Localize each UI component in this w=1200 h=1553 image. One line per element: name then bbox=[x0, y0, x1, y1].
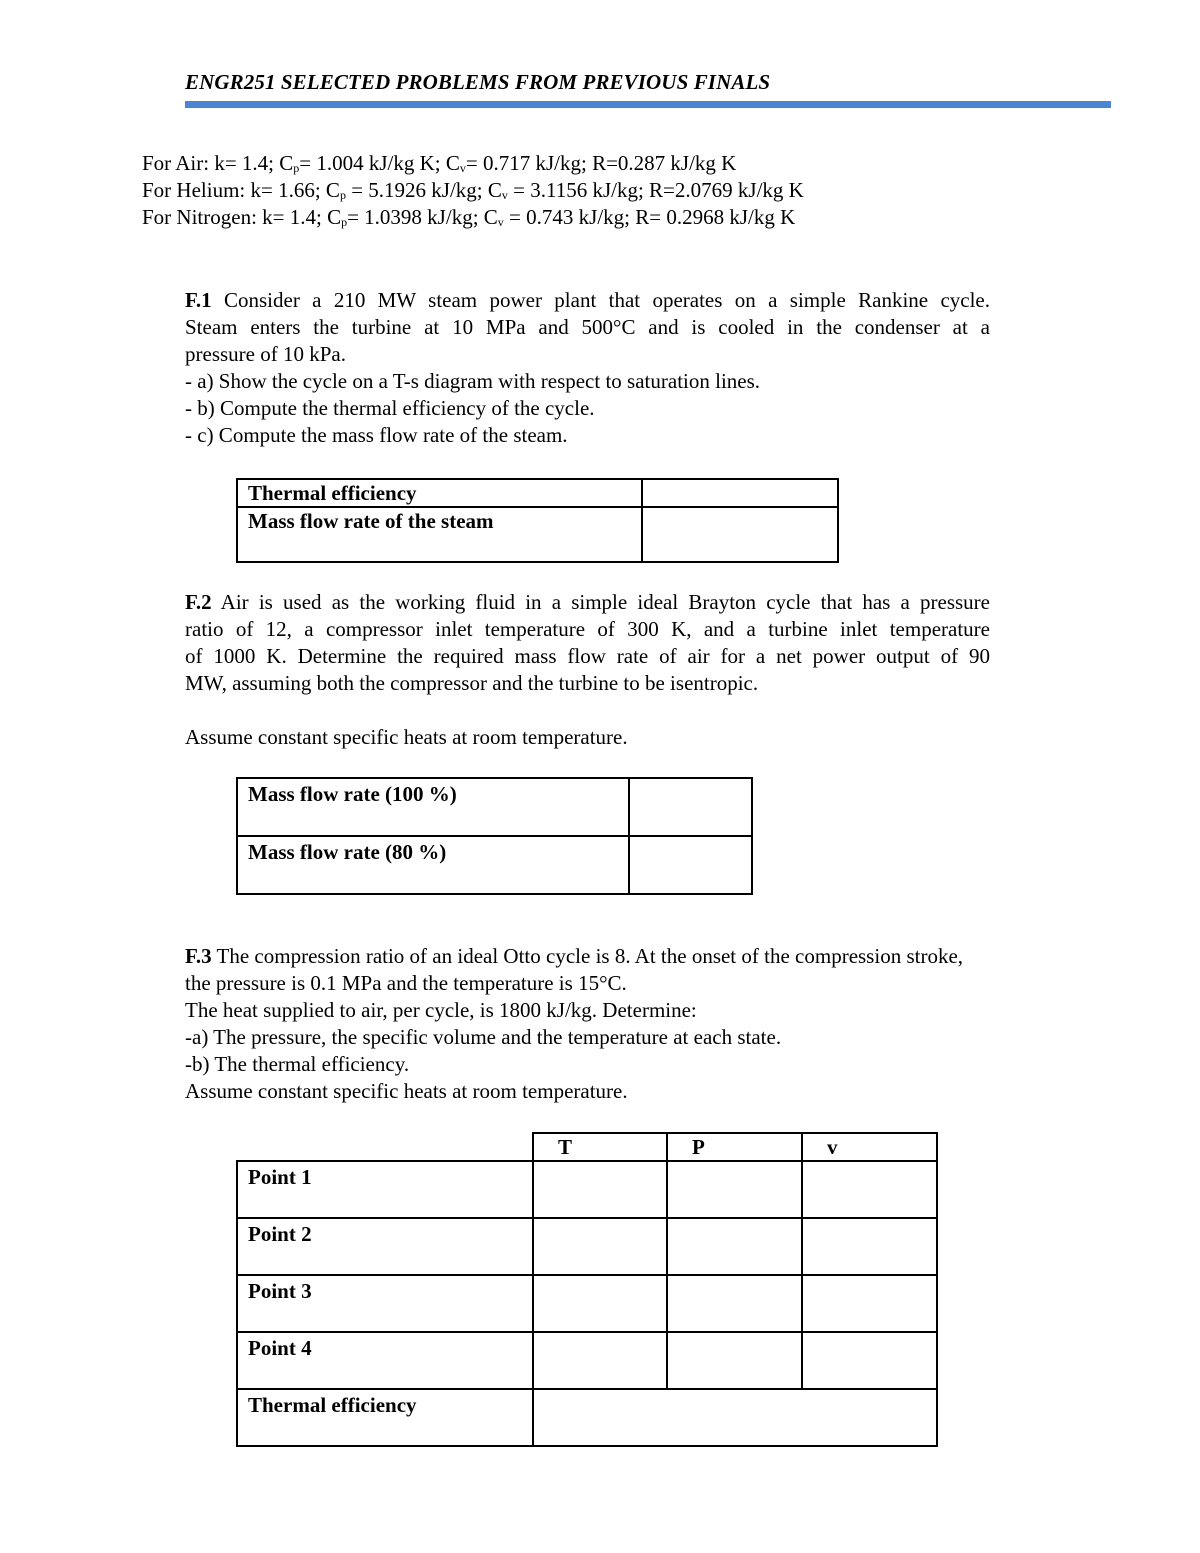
table-row bbox=[237, 1389, 937, 1446]
answer-cell[interactable] bbox=[533, 1218, 667, 1275]
gas-text: = 5.1926 kJ/kg; C bbox=[345, 178, 502, 202]
problem-id: F.3 bbox=[185, 944, 212, 968]
problem-line: of 1000 K. Determine the required mass flow rate of air for a net power output of 90 bbox=[185, 644, 990, 668]
row-label-mass-flow-100: Mass flow rate (100 %) bbox=[237, 778, 629, 836]
table-row bbox=[237, 1275, 937, 1332]
problem-line: -b) The thermal efficiency. bbox=[185, 1052, 410, 1076]
answer-cell[interactable] bbox=[802, 1218, 937, 1275]
answer-cell[interactable] bbox=[629, 778, 752, 836]
problem-line: The heat supplied to air, per cycle, is 1800 kJ/kg. Determine: bbox=[185, 998, 697, 1022]
problem-line: - b) Compute the thermal efficiency of the cycle. bbox=[185, 396, 595, 420]
answer-table-f1 bbox=[236, 478, 839, 563]
table-row bbox=[237, 836, 752, 894]
table-row bbox=[237, 1218, 937, 1275]
answer-cell[interactable] bbox=[667, 1218, 802, 1275]
header-rule bbox=[185, 101, 1111, 108]
gas-text: = 0.743 kJ/kg; R= 0.2968 kJ/kg K bbox=[503, 205, 796, 229]
problem-text: The compression ratio of an ideal Otto cycle is 8. At the onset of the compression stroke, bbox=[211, 944, 964, 968]
gas-text: = 0.717 kJ/kg; R=0.287 kJ/kg K bbox=[465, 151, 737, 175]
gas-subscript: p bbox=[341, 215, 348, 229]
problem-line: the pressure is 0.1 MPa and the temperature is 15°C. bbox=[185, 971, 627, 995]
gas-line-helium bbox=[142, 177, 804, 204]
row-label-thermal-efficiency: Thermal efficiency bbox=[237, 479, 642, 507]
column-header-v: v bbox=[802, 1133, 937, 1161]
problem-line bbox=[185, 589, 990, 616]
table-row bbox=[237, 1332, 937, 1389]
row-label-mass-flow-80: Mass flow rate (80 %) bbox=[237, 836, 629, 894]
problem-line: -a) The pressure, the specific volume and the temperature at each state. bbox=[185, 1025, 782, 1049]
problem-blank-line bbox=[185, 697, 990, 724]
gas-text: For Nitrogen: k= 1.4; C bbox=[142, 205, 342, 229]
gas-subscript: p bbox=[293, 161, 300, 175]
problem-line: - c) Compute the mass flow rate of the steam. bbox=[185, 423, 568, 447]
answer-cell[interactable] bbox=[802, 1161, 937, 1218]
answer-cell[interactable] bbox=[642, 507, 838, 562]
answer-cell[interactable] bbox=[533, 1332, 667, 1389]
gas-properties bbox=[142, 150, 804, 231]
row-label-point-1: Point 1 bbox=[237, 1161, 533, 1218]
answer-cell[interactable] bbox=[533, 1275, 667, 1332]
header-empty-cell bbox=[237, 1133, 533, 1161]
column-header-p: P bbox=[667, 1133, 802, 1161]
table-row bbox=[237, 1161, 937, 1218]
problem-f3 bbox=[185, 943, 1065, 1105]
table-row bbox=[237, 778, 752, 836]
problem-line: Assume constant specific heats at room temperature. bbox=[185, 725, 628, 749]
table-row bbox=[237, 507, 838, 562]
answer-cell[interactable] bbox=[533, 1161, 667, 1218]
row-label-point-3: Point 3 bbox=[237, 1275, 533, 1332]
row-label-point-2: Point 2 bbox=[237, 1218, 533, 1275]
gas-text: = 1.0398 kJ/kg; C bbox=[347, 205, 498, 229]
problem-line: MW, assuming both the compressor and the turbine to be isentropic. bbox=[185, 671, 759, 695]
row-label-mass-flow-rate: Mass flow rate of the steam bbox=[237, 507, 642, 562]
table-header-row bbox=[237, 1133, 937, 1161]
answer-cell[interactable] bbox=[802, 1275, 937, 1332]
answer-table-f3 bbox=[236, 1132, 938, 1447]
problem-line: - a) Show the cycle on a T-s diagram with respect to saturation lines. bbox=[185, 369, 761, 393]
gas-subscript: v bbox=[459, 161, 466, 175]
gas-text: For Helium: k= 1.66; C bbox=[142, 178, 340, 202]
gas-subscript: v bbox=[497, 215, 504, 229]
gas-line-air bbox=[142, 150, 804, 177]
answer-cell[interactable] bbox=[667, 1275, 802, 1332]
answer-cell[interactable] bbox=[802, 1332, 937, 1389]
answer-cell[interactable] bbox=[642, 479, 838, 507]
problem-line: pressure of 10 kPa. bbox=[185, 342, 346, 366]
gas-subscript: p bbox=[339, 188, 346, 202]
answer-cell[interactable] bbox=[629, 836, 752, 894]
gas-text: For Air: k= 1.4; C bbox=[142, 151, 294, 175]
problem-line: Steam enters the turbine at 10 MPa and 500°C and is cooled in the condenser at a bbox=[185, 315, 990, 339]
gas-subscript: v bbox=[501, 188, 508, 202]
answer-cell[interactable] bbox=[533, 1389, 937, 1446]
problem-line: Assume constant specific heats at room temperature. bbox=[185, 1079, 628, 1103]
column-header-t: T bbox=[533, 1133, 667, 1161]
problem-text: Consider a 210 MW steam power plant that operates on a simple Rankine cycle. bbox=[211, 288, 990, 312]
problem-f1 bbox=[185, 287, 990, 449]
document-title: ENGR251 SELECTED PROBLEMS FROM PREVIOUS FINALS bbox=[185, 70, 771, 94]
answer-table-f2 bbox=[236, 777, 753, 895]
problem-id: F.2 bbox=[185, 590, 212, 614]
gas-text: = 3.1156 kJ/kg; R=2.0769 kJ/kg K bbox=[507, 178, 804, 202]
problem-id: F.1 bbox=[185, 288, 212, 312]
row-label-point-4: Point 4 bbox=[237, 1332, 533, 1389]
table-row bbox=[237, 479, 838, 507]
answer-cell[interactable] bbox=[667, 1332, 802, 1389]
gas-text: = 1.004 kJ/kg K; C bbox=[299, 151, 460, 175]
answer-cell[interactable] bbox=[667, 1161, 802, 1218]
row-label-thermal-efficiency: Thermal efficiency bbox=[237, 1389, 533, 1446]
problem-line bbox=[185, 943, 1065, 970]
problem-f2 bbox=[185, 589, 990, 751]
problem-line: ratio of 12, a compressor inlet temperature of 300 K, and a turbine inlet temperature bbox=[185, 617, 990, 641]
gas-line-nitrogen bbox=[142, 204, 804, 231]
problem-line bbox=[185, 287, 990, 314]
problem-text: Air is used as the working fluid in a simple ideal Brayton cycle that has a pressure bbox=[211, 590, 990, 614]
